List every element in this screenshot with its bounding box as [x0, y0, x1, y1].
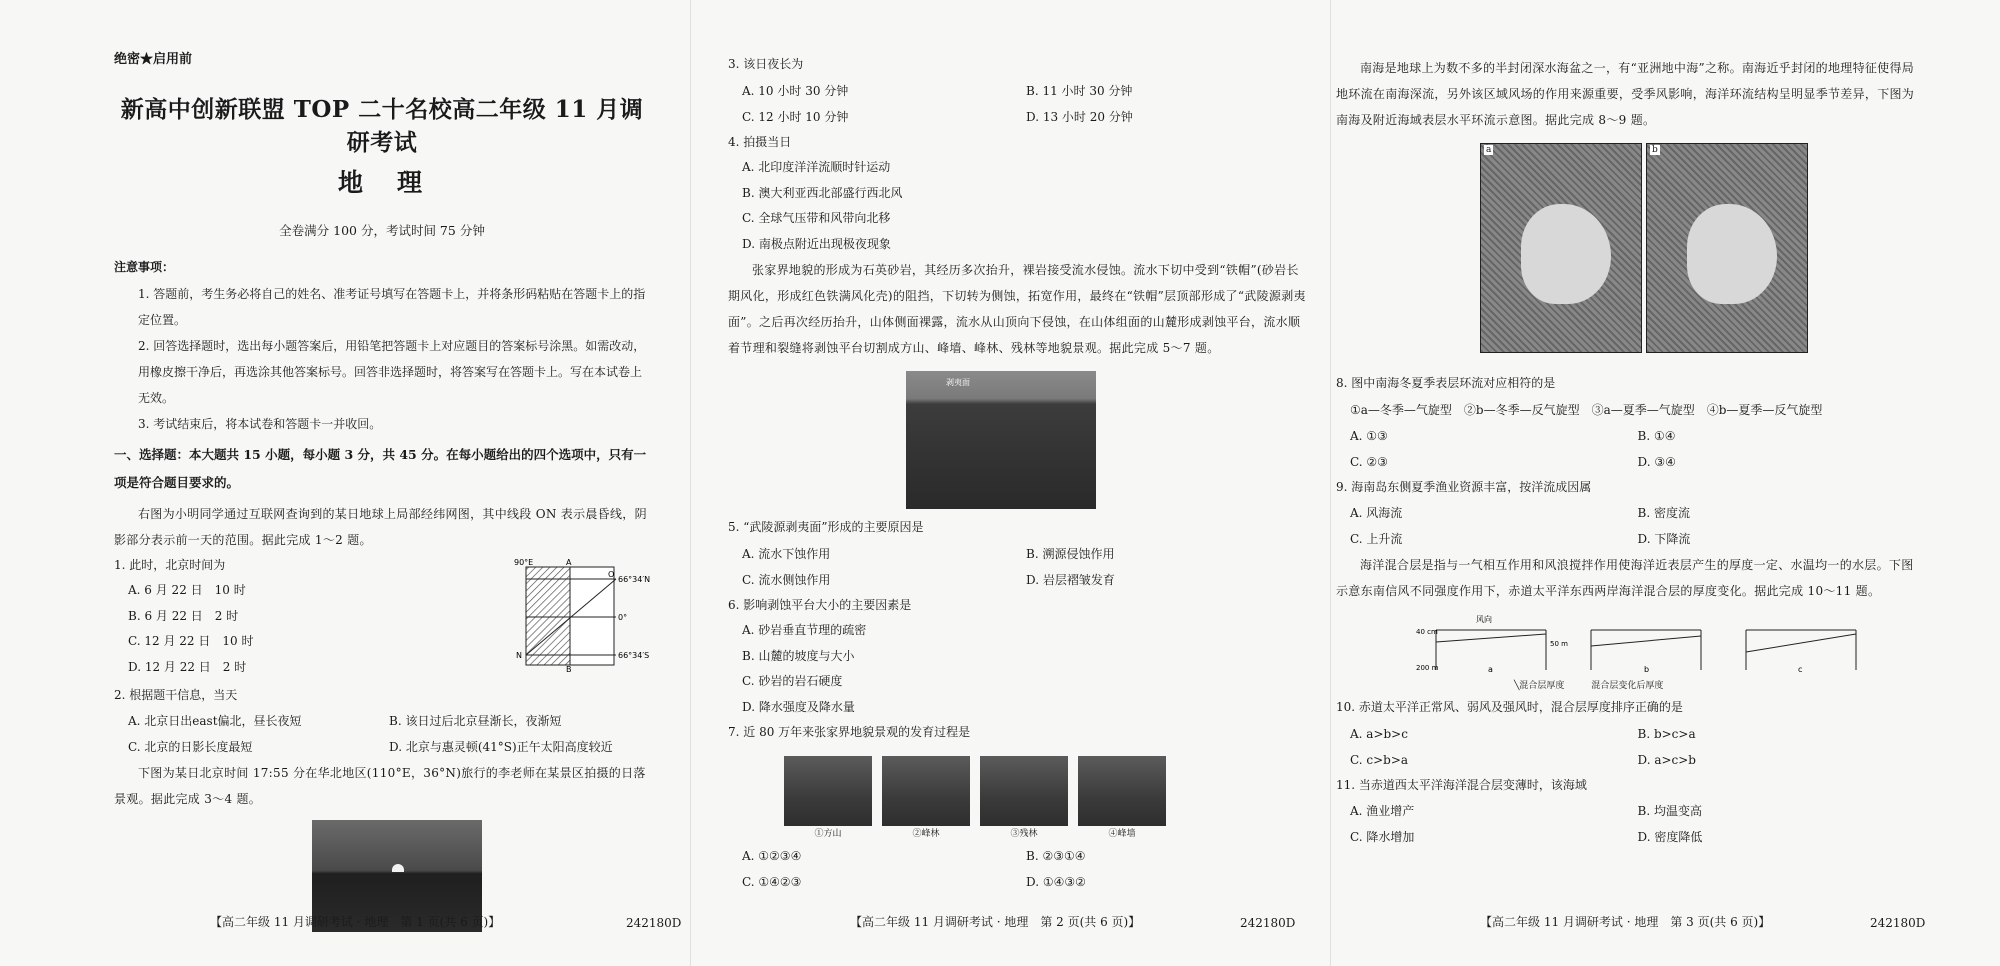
option[interactable]: B. 11 小时 30 分钟 [1026, 83, 1133, 98]
lat-label-eq: 0° [618, 612, 628, 622]
panel-label: b [1644, 665, 1650, 674]
point-b-label: B [566, 664, 572, 673]
page-2 [690, 0, 1330, 966]
map-label: a [1486, 145, 1492, 155]
option[interactable]: B. 密度流 [1637, 506, 1690, 520]
page-3 [1330, 0, 2000, 966]
option[interactable]: C. 北京的日影长度最短 [128, 740, 253, 754]
footer: 【高二年级 11 月调研考试 · 地理 第 3 页(共 6 页)】 [1480, 915, 1771, 929]
option[interactable]: C. 12 小时 10 分钟 [742, 109, 849, 124]
option[interactable]: D. 岩层褶皱发育 [1026, 572, 1115, 587]
panel-b [1591, 630, 1701, 674]
option[interactable]: A. 北京日出east偏北，昼长夜短 [128, 714, 302, 728]
option[interactable]: B. 澳大利亚西北部盛行西北风 [742, 185, 903, 200]
wind-label: 风向 [1476, 615, 1492, 624]
question-7: 7. 近 80 万年来张家界地貌景观的发育过程是 [728, 725, 971, 739]
point-n-label: N [516, 650, 522, 660]
option[interactable]: B. ②③①④ [1026, 848, 1086, 863]
option[interactable]: C. c>b>a [1350, 752, 1409, 767]
photo-label: 剥夷面 [946, 378, 970, 387]
option[interactable]: B. 6 月 22 日 2 时 [128, 608, 239, 623]
diagram-legend: ╲混合层厚度 混合层变化后厚度 [1514, 681, 1664, 691]
option[interactable]: D. ③④ [1637, 454, 1676, 469]
option[interactable]: B. 山麓的坡度与大小 [742, 648, 855, 663]
paper-code: 242180D [626, 916, 682, 930]
option[interactable]: D. 下降流 [1637, 532, 1691, 546]
option[interactable]: A. 流水下蚀作用 [742, 546, 831, 561]
point-a-label: A [566, 557, 572, 567]
note-item: 2. 回答选择题时，选出每小题答案后，用铅笔把答题卡上对应题目的答案标号涂黑。如需改动，用橡皮擦干净后，再选涂其他答案标号。回答非选择题时，将答案写在答题卡上。写在本试卷上无效。 [138, 338, 646, 405]
landform-thumb [784, 756, 872, 826]
exam-subject: 地理 [337, 168, 456, 197]
option[interactable]: A. ①②③④ [742, 848, 802, 863]
question-8: 8. 图中南海冬夏季表层环流对应相符的是 [1336, 376, 1556, 390]
thumb-caption: ②峰林 [912, 828, 940, 839]
question-6: 6. 影响剥蚀平台大小的主要因素是 [728, 597, 912, 612]
lat-label-top: 66°34′N [618, 574, 651, 584]
option[interactable]: A. ①③ [1350, 428, 1388, 443]
landform-thumb [980, 756, 1068, 826]
graticule-diagram [512, 555, 662, 673]
paper-code: 242180D [1240, 916, 1296, 930]
panel-c [1746, 630, 1856, 674]
panel-label: a [1488, 665, 1493, 674]
option[interactable]: D. ①④③② [1026, 874, 1086, 889]
intro-paragraph: 南海是地球上为数不多的半封闭深水海盆之一，有“亚洲地中海”之称。南海近乎封闭的地理特征使得局地环流在南海深流，另外该区域风场的作用来源重要，受季风影响，海洋环流结构呈明显季节差异，下图为南海及附近海域表层水平环流示意图。据此完成 8～9 题。 [1336, 61, 1915, 127]
question-5: 5. “武陵源剥夷面”形成的主要原因是 [728, 520, 924, 534]
note-item: 1. 答题前，考生务必将自己的姓名、准考证号填写在答题卡上，并将条形码粘贴在答题卡上的指定位置。 [138, 286, 646, 327]
option[interactable]: B. ①④ [1637, 428, 1676, 443]
option[interactable]: A. 风海流 [1350, 506, 1403, 520]
option[interactable]: D. 降水强度及降水量 [742, 699, 855, 714]
panel-label: c [1798, 665, 1803, 674]
option[interactable]: B. 该日过后北京昼渐长，夜渐短 [389, 714, 562, 728]
option[interactable]: B. b>c>a [1637, 726, 1696, 741]
question-11: 11. 当赤道西太平洋海洋混合层变薄时，该海域 [1336, 777, 1587, 792]
page-1 [0, 0, 690, 966]
secret-label: 绝密★启用前 [114, 52, 193, 67]
exam-meta: 全卷满分 100 分，考试时间 75 分钟 [279, 223, 485, 238]
footer: 【高二年级 11 月调研考试 · 地理 第 1 页(共 6 页)】 [210, 915, 501, 929]
exam-title: 新高中创新联盟 TOP 二十名校高二年级 11 月调研考试 [120, 96, 644, 156]
option[interactable]: C. 12 月 22 日 10 时 [128, 634, 254, 648]
option[interactable]: D. 密度降低 [1637, 830, 1703, 844]
point-o-label: O [608, 569, 615, 579]
option[interactable]: D. a>c>b [1637, 752, 1696, 767]
option[interactable]: C. 砂岩的岩石硬度 [742, 674, 843, 688]
current-map-b [1646, 143, 1808, 353]
lat-label-bottom: 66°34′S [618, 650, 650, 660]
question-1: 1. 此时，北京时间为 [114, 557, 226, 572]
question-10: 10. 赤道太平洋正常风、弱风及强风时，混合层厚度排序正确的是 [1336, 700, 1683, 714]
intro-paragraph: 右图为小明同学通过互联网查询到的某日地球上局部经纬网图，其中线段 ON 表示晨昏线，阴影部分表示前一天的范围。据此完成 1～2 题。 [114, 506, 647, 547]
option[interactable]: D. 13 小时 20 分钟 [1026, 109, 1133, 124]
question-9: 9. 海南岛东侧夏季渔业资源丰富，按洋流成因属 [1336, 479, 1592, 494]
section-heading: 一、选择题：本大题共 15 小题，每小题 3 分，共 45 分。在每小题给出的四个选项中，只有一项是符合题目要求的。 [114, 446, 647, 490]
depth-label: 200 m [1416, 664, 1439, 672]
landform-photo [906, 371, 1096, 509]
mixed-layer-diagram [1416, 612, 1886, 676]
option[interactable]: A. 砂岩垂直节理的疏密 [742, 623, 867, 637]
panel-a [1416, 614, 1568, 674]
option[interactable]: C. 上升流 [1350, 532, 1403, 546]
sun-icon [392, 864, 404, 872]
footer: 【高二年级 11 月调研考试 · 地理 第 2 页(共 6 页)】 [850, 915, 1141, 929]
option[interactable]: A. a>b>c [1350, 726, 1408, 741]
paper-code: 242180D [1870, 916, 1926, 930]
option[interactable]: D. 北京与惠灵顿(41°S)正午太阳高度较近 [389, 740, 613, 754]
depth-label: 40 cm [1416, 628, 1438, 636]
intro-paragraph: 张家界地貌的形成为石英砂岩，其经历多次抬升，裸岩接受流水侵蚀。流水下切中受到“铁帽”(砂岩长期风化，形成红色铁满风化壳)的阻挡，下切转为侧蚀，拓宽作用，最终在“铁帽”层顶部形成了“武陵源剥夷面”。之后再次经历抬升，山体侧面裸露，流水从山顶向下侵蚀，在山体组面的山麓形成剥蚀平台，流水顺着节理和裂缝将剥蚀平台切割成方山、峰墙、峰林、残林等地貌景观。据此完成 5～7 题。 [728, 263, 1306, 355]
option[interactable]: B. 溯源侵蚀作用 [1026, 546, 1115, 561]
question-3: 3. 该日夜长为 [728, 57, 804, 71]
thumb-caption: ①方山 [814, 828, 842, 839]
option[interactable]: A. 渔业增产 [1350, 804, 1415, 818]
lon-label: 90°E [514, 557, 534, 567]
option[interactable]: C. ①④②③ [742, 874, 802, 889]
option[interactable]: A. 10 小时 30 分钟 [742, 83, 849, 98]
thumb-caption: ④峰墙 [1108, 828, 1136, 839]
landform-thumb [882, 756, 970, 826]
note-item: 3. 考试结束后，将本试卷和答题卡一并收回。 [138, 416, 382, 431]
question-8-statements: ①a—冬季—气旋型 ②b—冬季—反气旋型 ③a—夏季—气旋型 ④b—夏季—反气旋型 [1350, 402, 1823, 417]
map-label: b [1652, 145, 1658, 155]
intro-paragraph: 下图为某日北京时间 17:55 分在华北地区(110°E，36°N)旅行的李老师在某景区拍摄的日落景观。据此完成 3～4 题。 [114, 766, 646, 806]
intro-paragraph: 海洋混合层是指与一气相互作用和风浪搅拌作用使海洋近表层产生的厚度一定、水温均一的水层。下图示意东南信风不同强度作用下，赤道太平洋东西两岸海洋混合层的厚度变化。据此完成 10～11 题。 [1336, 558, 1914, 598]
option[interactable]: D. 12 月 22 日 2 时 [128, 659, 247, 674]
notes-heading: 注意事项： [114, 260, 175, 274]
option[interactable]: C. ②③ [1350, 454, 1388, 469]
depth-label: 50 m [1550, 640, 1568, 648]
current-map-a [1480, 143, 1642, 353]
question-2: 2. 根据题干信息，当天 [114, 687, 238, 702]
thumb-caption: ③残林 [1010, 828, 1038, 839]
option[interactable]: C. 流水侧蚀作用 [742, 572, 831, 587]
option[interactable]: A. 北印度洋洋流顺时针运动 [742, 160, 891, 174]
option[interactable]: C. 全球气压带和风带向北移 [742, 211, 891, 225]
landform-thumb [1078, 756, 1166, 826]
option[interactable]: D. 南极点附近出现极夜现象 [742, 236, 891, 251]
option[interactable]: B. 均温变高 [1637, 804, 1702, 818]
option[interactable]: C. 降水增加 [1350, 830, 1415, 844]
question-4: 4. 拍摄当日 [728, 134, 792, 149]
option[interactable]: A. 6 月 22 日 10 时 [128, 583, 246, 597]
